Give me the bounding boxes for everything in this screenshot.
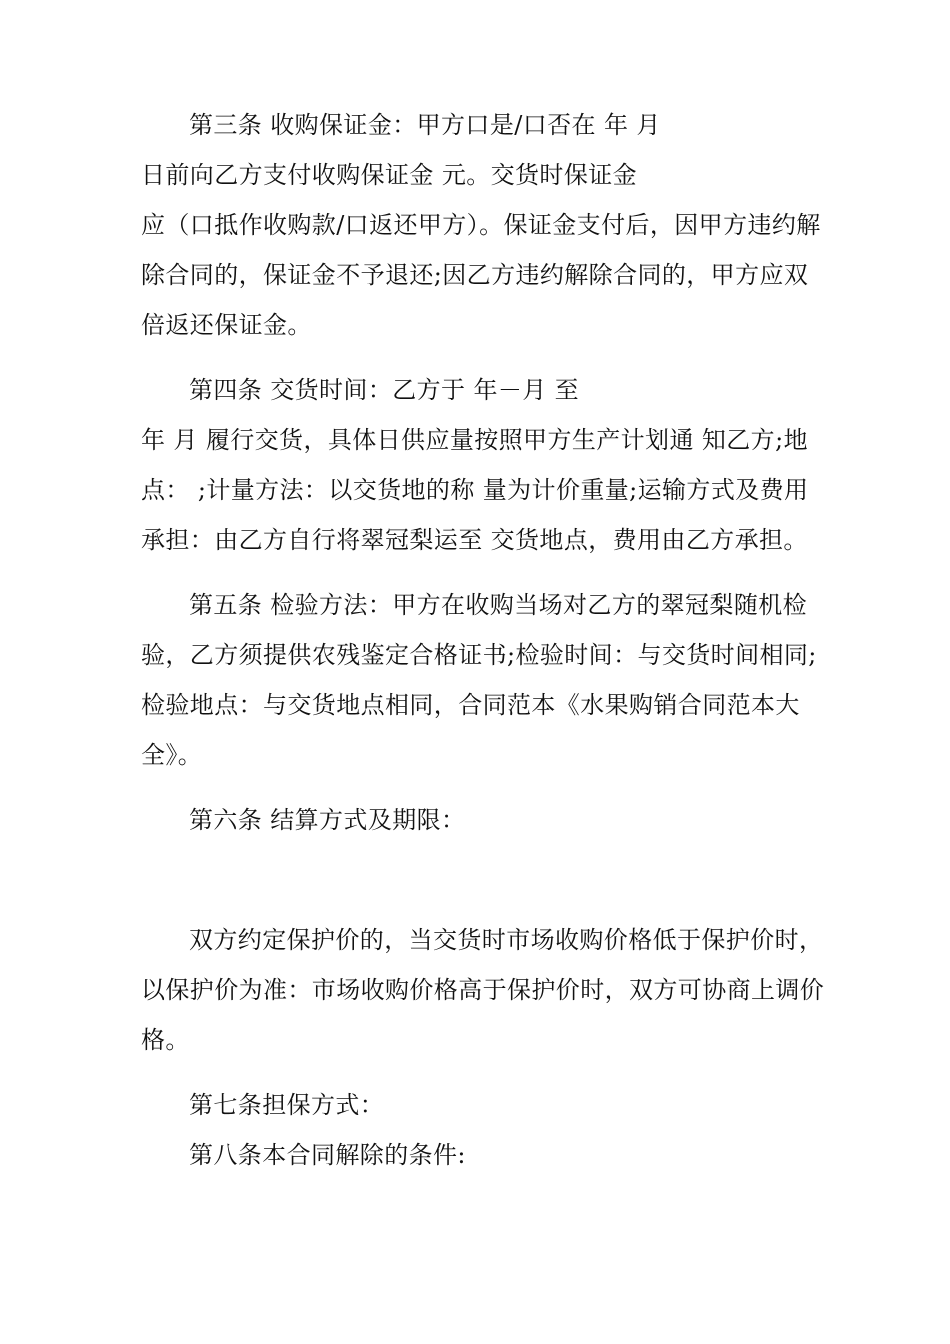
- article-4-line-4: 承担：由乙方自行将翠冠梨运至 交货地点，费用由乙方承担。: [141, 526, 808, 554]
- article-5-line-3: 检验地点：与交货地点相同，合同范本《水果购销合同范本大: [141, 691, 800, 719]
- protection-price-line-1: 双方约定保护价的，当交货时市场收购价格低于保护价时，: [189, 926, 824, 954]
- article-5-line-4: 全》。: [141, 741, 203, 769]
- article-4-line-2: 年 月 履行交货，具体日供应量按照甲方生产计划通 知乙方;地: [141, 426, 808, 454]
- article-3-line-5: 倍返还保证金。: [141, 311, 312, 339]
- article-8-heading: 第八条本合同解除的条件:: [189, 1141, 466, 1169]
- article-4-line-1: 第四条 交货时间：乙方于 年－月 至: [189, 376, 580, 404]
- article-4-line-3: 点： ;计量方法：以交货地的称 量为计价重量;运输方式及费用: [141, 476, 809, 504]
- article-3-line-3: 应（口抵作收购款/口返还甲方）。保证金支付后，因甲方违约解: [141, 211, 821, 239]
- article-5-line-2: 验，乙方须提供农残鉴定合格证书;检验时间：与交货时间相同;: [141, 641, 817, 669]
- protection-price-line-2: 以保护价为准：市场收购价格高于保护价时，双方可协商上调价: [141, 976, 825, 1004]
- article-6-heading: 第六条 结算方式及期限：: [189, 806, 466, 834]
- article-3-line-1: 第三条 收购保证金：甲方口是/口否在 年 月: [189, 111, 661, 139]
- article-7-heading: 第七条担保方式：: [189, 1091, 385, 1119]
- article-3-line-2: 日前向乙方支付收购保证金 元。交货时保证金: [141, 161, 638, 189]
- article-3-line-4: 除合同的，保证金不予退还;因乙方违约解除合同的，甲方应双: [141, 261, 809, 289]
- protection-price-line-3: 格。: [141, 1026, 190, 1054]
- article-5-line-1: 第五条 检验方法：甲方在收购当场对乙方的翠冠梨随机检: [189, 591, 808, 619]
